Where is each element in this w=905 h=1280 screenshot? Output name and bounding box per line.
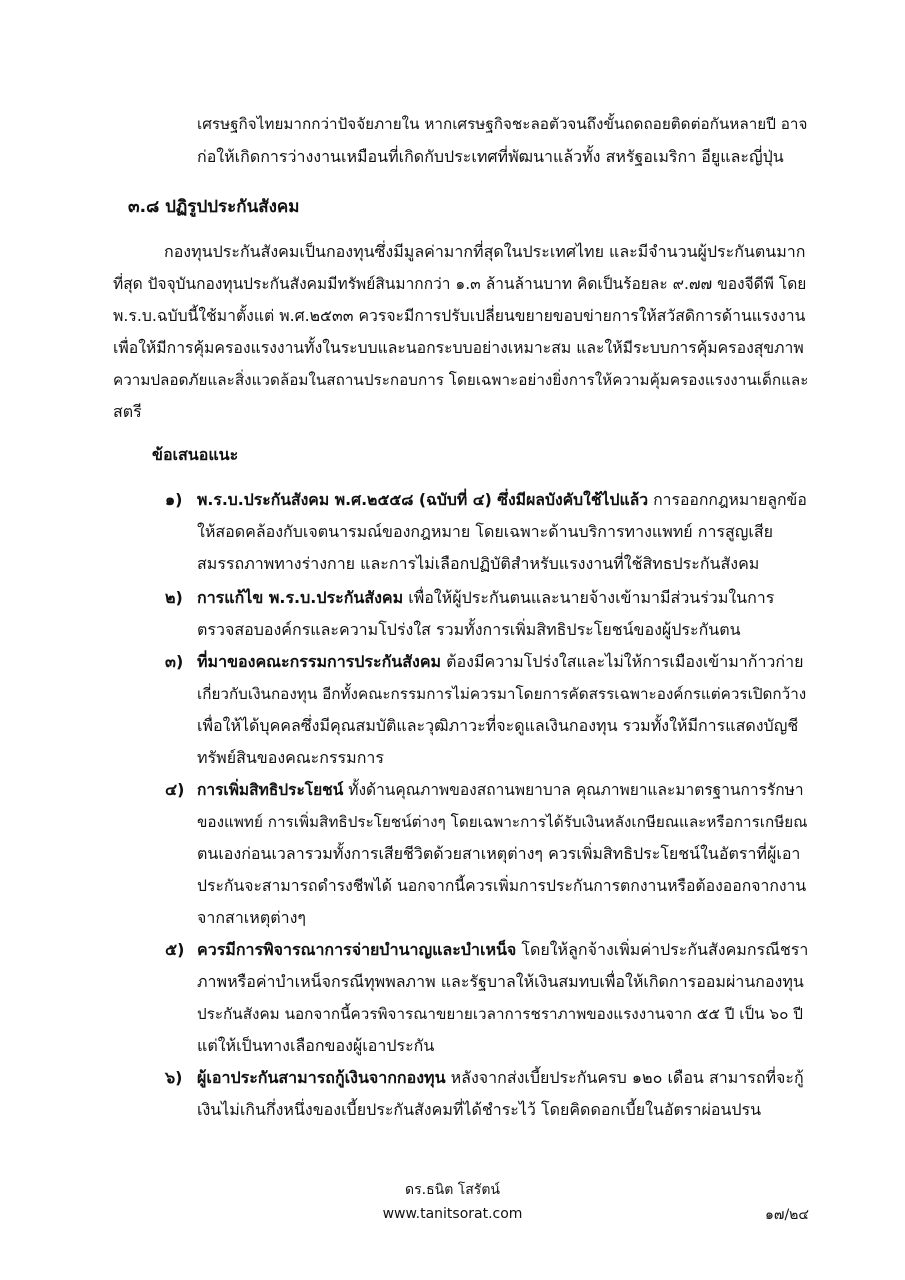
list-item-line: เพื่อให้ได้บุคคลซึ่งมีคุณสมบัติและวุฒิภาวะที่จะดูแลเงินกองทุน รวมทั้งให้มีการแสดงบัญชี [197,716,799,735]
item-text: เพื่อให้ผู้ประกันตนและนายจ้างเข้ามามีส่วนร่วมในการ [403,588,775,607]
list-item-line: เกี่ยวกับเงินกองทุน อีกทั้งคณะกรรมการไม่ควรมาโดยการคัดสรรเฉพาะองค์กรแต่ควรเปิดกว้าง [197,685,807,703]
item-heading: ผู้เอาประกันสามารถกู้เงินจากกองทุน [197,1068,446,1087]
item-heading: พ.ร.บ.ประกันสังคม พ.ศ.๒๕๕๘ (ฉบับที่ ๔) ซึ่งมีผลบังคับใช้ไปแล้ว [197,490,649,509]
item-number: ๔) [165,780,185,799]
section-title: ๓.๘ ปฏิรูปประกันสังคม [128,197,300,217]
recommendations-title: ข้อเสนอแนะ [152,445,239,464]
page-number: ๑๗/๒๔ [765,1207,809,1223]
paragraph-line: พ.ร.บ.ฉบับนี้ใช้มาตั้งแต่ พ.ศ.๒๕๓๓ ควรจะมีการปรับเปลี่ยนขยายขอบข่ายการให้สวัสดิการด้านแรงงาน [113,306,806,325]
list-item-line: ตรวจสอบองค์กรและความโปร่งใส รวมทั้งการเพิ่มสิทธิประโยชน์ของผู้ประกันตน [197,620,741,639]
list-item-line: สมรรถภาพทางร่างกาย และการไม่เลือกปฏิบัติสำหรับแรงงานที่ใช้สิทธประกันสังคม [197,554,760,573]
list-item-first-line [197,1066,804,1090]
item-number: ๕) [165,940,185,959]
item-heading: การเพิ่มสิทธิประโยชน์ [197,781,344,799]
footer-author: ดร.ธนิต โสรัตน์ [405,1182,500,1198]
item-text: ต้องมีความโปร่งใสและไม่ให้การเมืองเข้ามาก้าวก่าย [441,652,804,671]
list-item-line: ทรัพย์สินของคณะกรรมการ [197,748,384,767]
intro-line-1: เศรษฐกิจไทยมากกว่าปัจจัยภายใน หากเศรษฐกิจชะลอตัวจนถึงขั้นถดถอยติดต่อกันหลายปี อาจ [197,115,808,133]
item-number: ๖) [165,1068,183,1087]
item-number: ๑) [165,490,183,509]
item-number: ๒) [165,588,183,607]
intro-line-2: ก่อให้เกิดการว่างงานเหมือนที่เกิดกับประเทศที่พัฒนาแล้วทั้ง สหรัฐอเมริกา อียูและญี่ปุ่น [197,147,784,166]
item-number: ๓) [165,652,184,671]
item-heading: ควรมีการพิจารณาการจ่ายบำนาญและบำเหน็จ [197,940,517,959]
item-text: การออกกฎหมายลูกข้อ [648,490,807,509]
list-item-first-line [197,778,804,802]
paragraph-line: ความปลอดภัยและสิ่งแวดล้อมในสถานประกอบการ โดยเฉพาะอย่างยิ่งการให้ความคุ้มครองแรงงานเด็กและ [113,371,809,389]
item-text: โดยให้ลูกจ้างเพิ่มค่าประกันสังคมกรณีชรา [516,940,809,959]
list-item-line: แต่ให้เป็นทางเลือกของผู้เอาประกัน [197,1036,435,1055]
item-text: ทั้งด้านคุณภาพของสถานพยาบาล คุณภาพยาและมาตรฐานการรักษา [343,781,804,799]
list-item-line: ภาพหรือค่าบำเหน็จกรณีทุพพลภาพ และรัฐบาลให้เงินสมทบเพื่อให้เกิดการออมผ่านกองทุน [197,972,804,991]
list-item-first-line [197,650,803,674]
list-item-line: ตนเองก่อนเวลารวมทั้งการเสียชีวิตด้วยสาเหตุต่างๆ ควรเพิ่มสิทธิประโยชน์ในอัตราที่ผู้เอา [197,844,801,863]
list-item-line: จากสาเหตุต่างๆ [197,908,306,927]
list-item-line: ของแพทย์ การเพิ่มสิทธิประโยชน์ต่างๆ โดยเฉพาะการได้รับเงินหลังเกษียณและหรือการเกษียณ [197,813,808,831]
paragraph-line: เพื่อให้มีการคุ้มครองแรงงานทั้งในระบบและนอกระบบอย่างเหมาะสม และให้มีระบบการคุ้มครองสุขภาพ [113,338,804,357]
item-heading: ที่มาของคณะกรรมการประกันสังคม [197,652,442,671]
footer-website-link[interactable]: www.tanitsorat.com [382,1206,523,1222]
list-item-line: ให้สอดคล้องกับเจตนารมณ์ของกฎหมาย โดยเฉพาะด้านบริการทางแพทย์ การสูญเสีย [197,522,774,541]
paragraph-line: กองทุนประกันสังคมเป็นกองทุนซึ่งมีมูลค่ามากที่สุดในประเทศไทย และมีจำนวนผู้ประกันตนมาก [164,242,806,261]
item-text: หลังจากส่งเบี้ยประกันครบ ๑๒๐ เดือน สามารถที่จะกู้ [445,1068,804,1087]
paragraph-line: สตรี [113,402,142,421]
list-item-first-line [197,488,807,512]
paragraph-line: ที่สุด ปัจจุบันกองทุนประกันสังคมมีทรัพย์สินมากกว่า ๑.๓ ล้านล้านบาท คิดเป็นร้อยละ ๙.๗๗ ของจีดีพี โดย [113,275,807,293]
list-item-line: ประกันจะสามารถดำรงชีพได้ นอกจากนี้ควรเพิ่มการประกันการตกงานหรือต้องออกจากงาน [197,876,807,895]
list-item-first-line [197,586,774,610]
list-item-first-line [197,938,808,962]
list-item-line: ประกันสังคม นอกจากนี้ควรพิจารณาขยายเวลาการชราภาพของแรงงานจาก ๕๕ ปี เป็น ๖๐ ปี [197,1005,803,1023]
item-heading: การแก้ไข พ.ร.บ.ประกันสังคม [197,588,404,607]
list-item-line: เงินไม่เกินกึ่งหนึ่งของเบี้ยประกันสังคมที่ได้ชำระไว้ โดยคิดดอกเบี้ยในอัตราผ่อนปรน [197,1100,762,1119]
